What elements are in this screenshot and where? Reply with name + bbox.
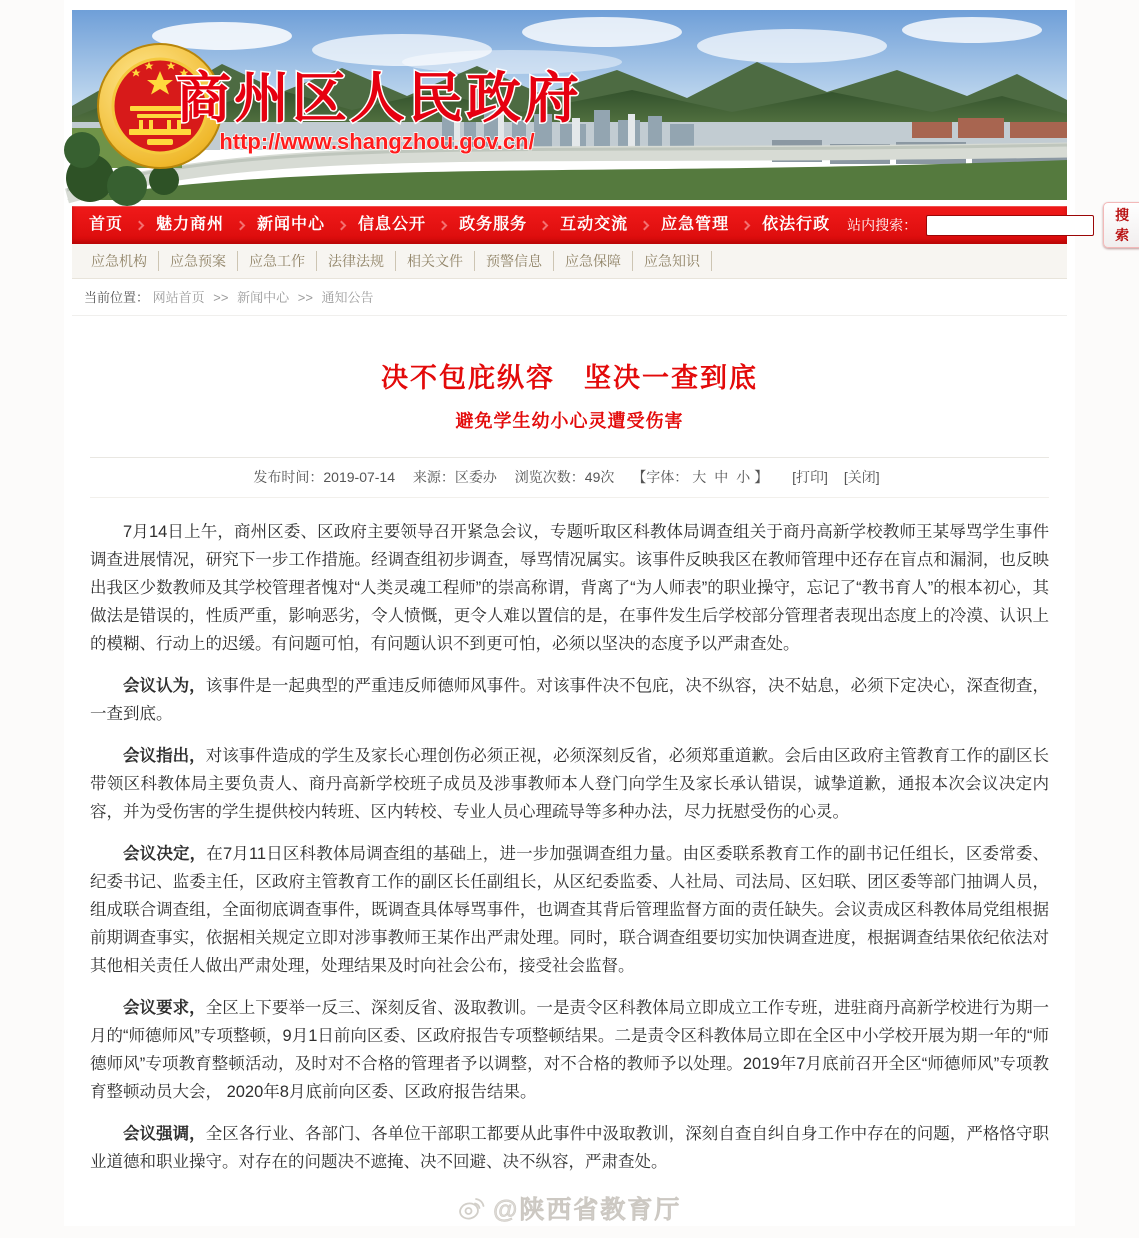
paragraph-meeting-believes: 会议认为，该事件是一起典型的严重违反师德师风事件。对该事件决不包庇，决不纵容，决不姑息，必须下定决心，深查彻查，一查到底。 (90, 677, 1050, 723)
nav-item-news-center[interactable]: 新闻中心 (257, 216, 326, 233)
site-title: 商州区人民政府 (175, 67, 583, 129)
views-label: 浏览次数： (514, 469, 585, 485)
site-url: http://www.shangzhou.gov.cn/ (219, 129, 535, 154)
breadcrumb-news-center[interactable]: 新闻中心 (237, 290, 290, 305)
paragraph-meeting-requires: 会议要求，全区上下要举一反三、深刻反省、汲取教训。一是责令区科教体局立即成立工作专班，进驻商丹高新学校进行为期一月的“师德师风”专项整顿，9月1日前向区委、区政府报告专项整顿结果。二是责令区科教体局立即在全区中小学校开展为期一年的“师德师风”专项教育整顿活动，及时对不合格的管理者予以调整，对不合格的教师予以处理。2019年7月底前召开全区“师德师风”专项教育整顿动员大会， 2020年8月底前向区委、区政府报告结果。 (90, 999, 1050, 1101)
article-title: 决不包庇纵容 坚决一查到底 (381, 363, 758, 393)
article-body (90, 498, 1049, 1176)
source-label: 来源： (412, 469, 455, 485)
paragraph-meeting-points-out: 会议指出，对该事件造成的学生及家长心理创伤必须正视，必须深刻反省，必须郑重道歉。会后由区政府主管教育工作的副区长带领区科教体局主要负责人、商丹高新学校班子成员及涉事教师本人登门向学生及家长承认错误，诚挚道歉，通报本次会议决定内容，并为受伤害的学生提供校内转班、区内转校、专业人员心理疏导等多种办法，尽力抚慰受伤的心灵。 (90, 747, 1050, 821)
subnav-item-related-docs[interactable]: 相关文件 (396, 251, 475, 271)
article-subtitle: 避免学生幼小心灵遭受伤害 (455, 411, 684, 431)
nav-item-rule-of-law[interactable]: 依法行政 (762, 216, 831, 233)
weibo-watermark (458, 1190, 1049, 1226)
site-banner (64, 0, 1075, 206)
banner-photo (72, 10, 1067, 200)
watermark-text: @陕西省教育厅 (493, 1196, 682, 1224)
subnav-item-emergency-knowledge[interactable]: 应急知识 (633, 251, 712, 271)
search-button[interactable]: 搜 索 (1103, 202, 1139, 248)
close-button[interactable]: [关闭] (843, 469, 880, 485)
nav-item-charming-shangzhou[interactable]: 魅力商州 (156, 216, 225, 233)
breadcrumb-label: 当前位置： (84, 290, 150, 305)
subnav-item-emergency-work[interactable]: 应急工作 (238, 251, 317, 271)
font-size-label-end: 】 (754, 469, 769, 485)
font-size-large[interactable]: 大 (692, 469, 707, 485)
search-input[interactable] (926, 215, 1094, 236)
publish-time-label: 发布时间： (253, 469, 324, 485)
breadcrumb-notices[interactable]: 通知公告 (321, 290, 374, 305)
subnav-item-emergency-support[interactable]: 应急保障 (554, 251, 633, 271)
font-size-small[interactable]: 小 (736, 469, 751, 485)
nav-item-interaction[interactable]: 互动交流 (560, 216, 629, 233)
print-button[interactable]: [打印] (792, 469, 828, 485)
paragraph-meeting-emphasizes: 会议强调，全区各行业、各部门、各单位干部职工都要从此事件中汲取教训，深刻自查自纠自身工作中存在的问题，严格恪守职业道德和职业操守。对存在的问题决不遮掩、决不回避、决不纵容，严肃查处。 (90, 1125, 1050, 1171)
nav-item-home[interactable]: 首页 (89, 216, 124, 233)
source-value: 区委办 (454, 469, 497, 485)
article (64, 316, 1075, 1226)
main-nav (72, 206, 1133, 244)
breadcrumb-separator: >> (297, 290, 313, 305)
nav-item-info-disclosure[interactable]: 信息公开 (358, 216, 427, 233)
subnav-item-warning-info[interactable]: 预警信息 (475, 251, 554, 271)
font-size-label: 【字体： (632, 469, 689, 485)
nav-item-emergency-mgmt[interactable]: 应急管理 (661, 216, 730, 233)
page (64, 0, 1133, 1226)
subnav-item-emergency-plan[interactable]: 应急预案 (159, 251, 238, 271)
sub-nav (72, 244, 1067, 279)
breadcrumb-home[interactable]: 网站首页 (152, 290, 205, 305)
site-search (847, 202, 1139, 248)
publish-time-value: 2019-07-14 (323, 469, 396, 485)
weibo-icon (458, 1194, 488, 1222)
breadcrumb-separator: >> (213, 290, 229, 305)
paragraph-meeting-decides: 会议决定，在7月11日区科教体局调查组的基础上，进一步加强调查组力量。由区委联系教育工作的副书记任组长，区委常委、纪委书记、监委主任，区政府主管教育工作的副区长任副组长，从区纪委监委、人社局、司法局、区妇联、团区委等部门抽调人员，组成联合调查组，全面彻底调查事件，既调查具体辱骂事件，也调查其背后管理监督方面的责任缺失。会议责成区科教体局党组根据前期调查事实，依据相关规定立即对涉事教师王某作出严肃处理。同时，联合调查组要切实加快调查进度，根据调查结果依纪依法对其他相关责任人做出严肃处理，处理结果及时向社会公布，接受社会监督。 (90, 845, 1049, 975)
nav-item-gov-services[interactable]: 政务服务 (459, 216, 528, 233)
subnav-item-laws[interactable]: 法律法规 (317, 251, 396, 271)
breadcrumb (72, 279, 1067, 316)
font-size-medium[interactable]: 中 (714, 469, 729, 485)
paragraph-intro: 7月14日上午，商州区委、区政府主要领导召开紧急会议，专题听取区科教体局调查组关于商丹高新学校教师王某辱骂学生事件调查进展情况，研究下一步工作措施。经调查组初步调查，辱骂情况属实。该事件反映我区在教师管理中还存在盲点和漏洞，也反映出我区少数教师及其学校管理者愧对“人类灵魂工程师”的崇高称谓，背离了“为人师表”的职业操守，忘记了“教书育人”的根本初心，其做法是错误的，性质严重，影响恶劣，令人愤慨，更令人难以置信的是，在事件发生后学校部分管理者表现出态度上的冷漠、认识上的模糊、行动上的迟缓。有问题可怕，有问题认识不到更可怕，必须以坚决的态度予以严肃查处。 (90, 523, 1049, 653)
subnav-item-emergency-org[interactable]: 应急机构 (80, 251, 159, 271)
search-label: 站内搜索： (847, 217, 918, 233)
article-meta (90, 457, 1049, 498)
views-value: 49次 (584, 469, 615, 485)
